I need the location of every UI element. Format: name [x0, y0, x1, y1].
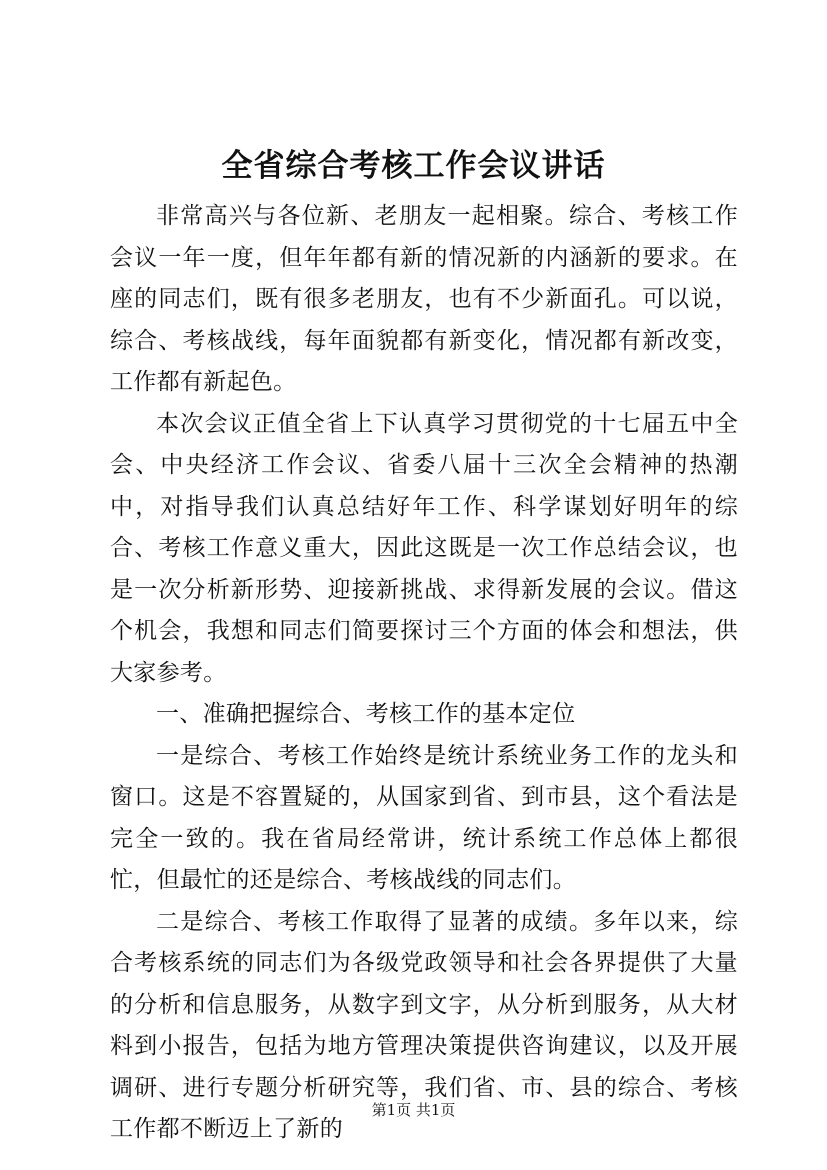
- paragraph-meeting-context: 本次会议正值全省上下认真学习贯彻党的十七届五中全会、中央经济工作会议、省委八届十三次全会精神的热潮中，对指导我们认真总结好年工作、科学谋划好明年的综合、考核工作意义重大，因此这既是一次工作总结会议，也是一次分析新形势、迎接新挑战、求得新发展的会议。借这个机会，我想和同志们简要探讨三个方面的体会和想法，供大家参考。: [110, 410, 738, 686]
- page-footer: 第1页 共1页: [371, 1101, 456, 1119]
- paragraph-point-2: 二是综合、考核工作取得了显著的成绩。多年以来，综合考核系统的同志们为各级党政领导和社会各界提供了大量的分析和信息服务，从数字到文字，从分析到服务，从大材料到小报告，包括为地方管理决策提供咨询建议，以及开展调研、进行专题分析研究等，我们省、市、县的综合、考核工作都不断迈上了新的: [110, 908, 738, 1142]
- document-title: 全省综合考核工作会议讲话: [221, 148, 606, 184]
- paragraph-point-1: 一是综合、考核工作始终是统计系统业务工作的龙头和窗口。这是不容置疑的，从国家到省、到市县，这个看法是完全一致的。我在省局经常讲，统计系统工作总体上都很忙，但最忙的还是综合、考核战线的同志们。: [110, 742, 738, 893]
- paragraph-intro: 非常高兴与各位新、老朋友一起相聚。综合、考核工作会议一年一度，但年年都有新的情况新的内涵新的要求。在座的同志们，既有很多老朋友，也有不少新面孔。可以说，综合、考核战线，每年面貌都有新变化，情况都有新改变，工作都有新起色。: [110, 203, 738, 395]
- section-heading-1: 一、准确把握综合、考核工作的基本定位: [156, 701, 576, 727]
- document-body: [110, 196, 738, 1151]
